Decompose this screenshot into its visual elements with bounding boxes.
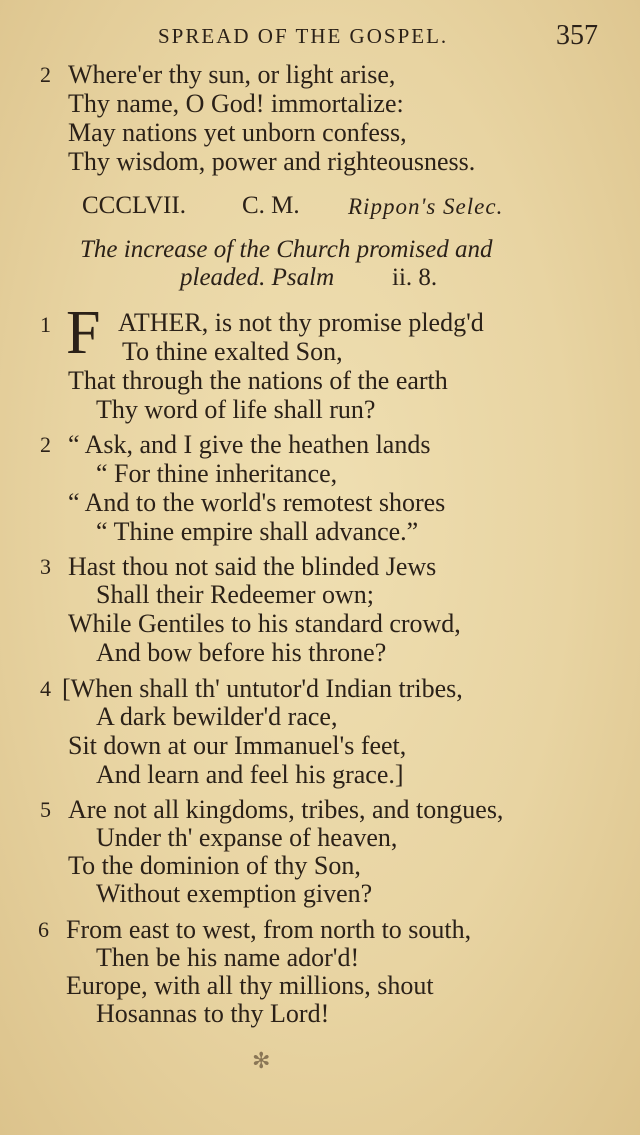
verse-line: And learn and feel his grace.]	[96, 760, 404, 789]
verse-line: And bow before his throne?	[96, 638, 387, 667]
stanza-number: 2	[40, 432, 51, 457]
verse-line: “ Ask, and I give the heathen lands	[68, 430, 431, 459]
hymn-subtitle-reference: ii. 8.	[392, 264, 438, 291]
verse-line: To thine exalted Son,	[122, 337, 343, 366]
hymn-number: CCCLVII.	[82, 192, 186, 219]
verse-line: Sit down at our Immanuel's feet,	[68, 731, 407, 760]
hymn-subtitle-line2: pleaded. Psalm	[180, 264, 335, 291]
stanza-number: 6	[38, 917, 49, 942]
decorative-mark-icon: ✻	[252, 1048, 271, 1073]
verse-line: May nations yet unborn confess,	[68, 118, 407, 147]
verse-line: Hosannas to thy Lord!	[96, 999, 330, 1028]
verse-line: ATHER, is not thy promise pledg'd	[118, 308, 484, 337]
verse-line: Thy word of life shall run?	[96, 395, 376, 424]
stanza-number: 1	[40, 312, 51, 337]
verse-line: From east to west, from north to south,	[66, 915, 472, 944]
hymn-source: Rippon's Selec.	[348, 194, 504, 219]
verse-line: Under th' expanse of heaven,	[96, 823, 398, 852]
verse-line: Then be his name ador'd!	[96, 943, 360, 972]
stanza-number: 2	[40, 62, 51, 87]
drop-cap: F	[66, 299, 101, 367]
verse-line: A dark bewilder'd race,	[96, 702, 338, 731]
running-head: SPREAD OF THE GOSPEL.	[158, 24, 449, 48]
stanza-number: 3	[40, 554, 51, 579]
verse-line: Are not all kingdoms, tribes, and tongues,	[68, 795, 504, 824]
verse-line: “ And to the world's remotest shores	[68, 488, 446, 517]
verse-line: Where'er thy sun, or light arise,	[68, 60, 396, 89]
hymn-heading	[0, 192, 640, 224]
verse-line: Without exemption given?	[96, 879, 373, 908]
verse-line: Shall their Redeemer own;	[96, 580, 374, 609]
hymn-meter: C. M.	[242, 192, 300, 219]
verse-line: “ For thine inheritance,	[96, 459, 338, 488]
verse-line: Hast thou not said the blinded Jews	[68, 552, 437, 581]
verse-line: [When shall th' untutor'd Indian tribes,	[62, 674, 463, 703]
stanza-number: 5	[40, 797, 51, 822]
verse-line: Thy name, O God! immortalize:	[68, 89, 404, 118]
verse-line: While Gentiles to his standard crowd,	[68, 609, 461, 638]
page-header	[0, 22, 640, 52]
stanza-number: 4	[40, 676, 51, 701]
page-number: 357	[556, 20, 598, 51]
verse-line: Thy wisdom, power and righteousness.	[68, 147, 476, 176]
verse-line: To the dominion of thy Son,	[68, 851, 361, 880]
verse-line: That through the nations of the earth	[68, 366, 448, 395]
verse-line: Europe, with all thy millions, shout	[66, 971, 434, 1000]
verse-line: “ Thine empire shall advance.”	[96, 517, 419, 546]
hymn-subtitle-line1: The increase of the Church promised and	[80, 236, 493, 263]
